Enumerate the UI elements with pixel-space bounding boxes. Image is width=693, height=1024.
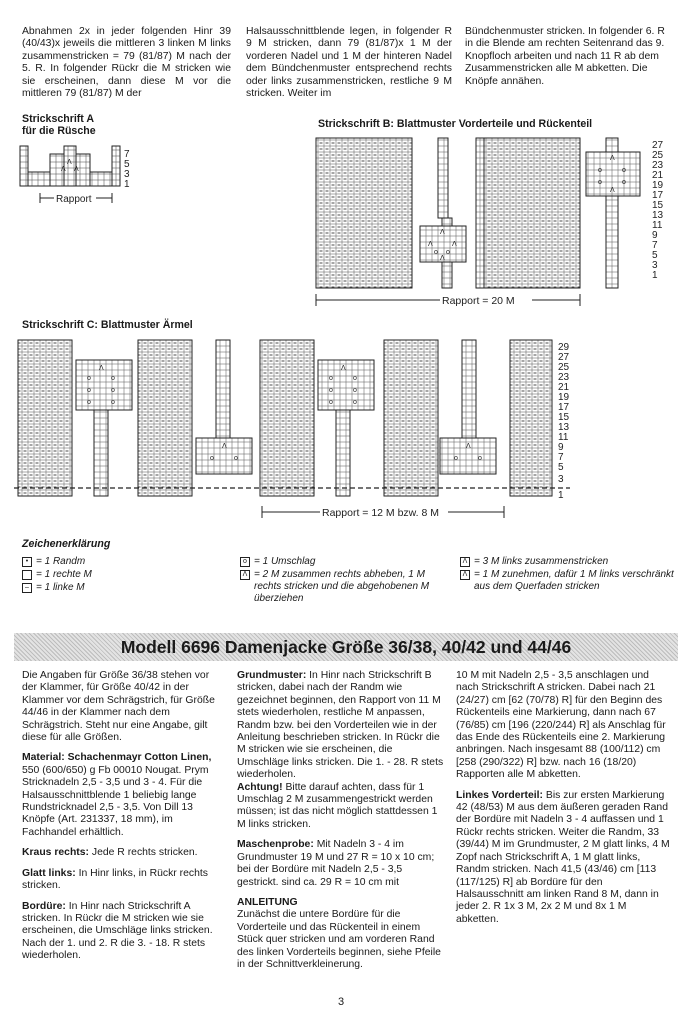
chart-c-title: Strickschrift C: Blattmuster Ärmel xyxy=(22,319,193,331)
svg-text:o: o xyxy=(210,455,214,462)
bordure-text: In Hinr nach Strickschrift A stricken. In Rückr die M stricken wie sie erscheinen, die Umschläge links stricken. Nach der 1. und 2. R die 3. - 18. R stets wiederholen. xyxy=(22,900,213,962)
chart-b-rapport-label: Rapport = 20 M xyxy=(442,295,515,307)
legend-text: = 1 rechte M xyxy=(36,569,92,580)
legend-text: = 1 M zunehmen, dafür 1 M links verschränkt aus dem Querfaden stricken xyxy=(474,569,674,592)
svg-text:Λ: Λ xyxy=(67,159,72,166)
achtung-text: Bitte darauf achten, dass für 1 Umschlag 2 M zusammengestrickt werden müssen; ist das nicht möglich stattdessen 1 M links stricken. xyxy=(237,781,438,830)
glatt-text: In Hinr links, in Rückr rechts stricken. xyxy=(22,867,208,892)
chart-b-row-label: 27 xyxy=(652,140,664,151)
chart-c-row-label: 13 xyxy=(558,422,570,433)
chart-c-row-label: 15 xyxy=(558,412,570,423)
svg-text:o: o xyxy=(87,399,91,406)
chart-a-title xyxy=(22,113,96,137)
legend-item xyxy=(22,582,222,594)
chart-c-row-label: 29 xyxy=(558,342,570,353)
legend-title: Zeichenerklärung xyxy=(22,538,111,550)
linkes-vorderteil-label: Linkes Vorderteil: xyxy=(456,789,543,801)
chart-c-row-label: 21 xyxy=(558,382,570,393)
chart-c-row-label: 23 xyxy=(558,372,570,383)
legend-symbol: Λ xyxy=(460,557,470,567)
legend-symbol: Λ xyxy=(460,570,470,580)
anleitung-text: Zunächst die untere Bordüre für die Vorderteile und das Rückenteil in einem Stück quer stricken und am vorderen Rand des linken Vorderteils beginnen, siehe Pfeile in der Schnittverkleinerung. xyxy=(237,909,441,970)
svg-text:o: o xyxy=(87,375,91,382)
svg-text:o: o xyxy=(329,399,333,406)
sizes-paragraph: Die Angaben für Größe 36/38 stehen vor der Klammer, für Größe 40/42 in der Klammer vor dem Schrägstrich, für Größe 44/46 in der Klammer nach dem Schrägstrich. Steht nur eine Angabe, gilt diese für alle Größen. xyxy=(22,670,215,744)
chart-a-rapport-label: Rapport xyxy=(56,194,92,205)
legend-item xyxy=(22,569,222,581)
main-col1 xyxy=(22,670,226,963)
top-text-col1: Abnahmen 2x in jeder folgenden Hinr 39 (40/43)x jeweils die mittleren 3 linken M links zusammenstricken = 79 (81/87) M nach der 5. R. In folgender Rückr die M stricken wie sie erscheinen, dann diese M vor die mittleren 79 (81/87) M der xyxy=(22,26,231,100)
material-text: 550 (600/650) g Fb 00010 Nougat. Prym Stricknadeln 2,5 - 3,5 und 3 - 4. Für die Halsausschnittblende 1 beliebig lange Rundstricknadel 2,5 - 3,5. Von Dill 13 Knöpfe (Art. 231337, 18 mm), im Fachhandel erhältlich. xyxy=(22,764,209,838)
chart-a-row-label: 1 xyxy=(124,179,130,190)
chart-b-diagram xyxy=(300,134,690,312)
maschenprobe-text: Mit Nadeln 3 - 4 im Grundmuster 19 M und 27 R = 10 x 10 cm; bei der Bordüre mit Nadeln 2,5 - 3,5 gestrickt. sind ca. 29 R = 10 cm mit xyxy=(237,839,435,888)
svg-text:o: o xyxy=(478,455,482,462)
bordure-label: Bordüre: xyxy=(22,900,66,912)
chart-c-diagram xyxy=(10,334,690,524)
kraus-label: Kraus rechts: xyxy=(22,847,89,859)
chart-c-row-label: 9 xyxy=(558,442,564,453)
legend-symbol: • xyxy=(22,557,32,567)
svg-text:o: o xyxy=(622,167,626,174)
svg-text:Λ: Λ xyxy=(222,443,227,450)
glatt-label: Glatt links: xyxy=(22,867,76,879)
legend-col3 xyxy=(460,556,680,594)
chart-a-diagram xyxy=(14,138,154,210)
svg-text:o: o xyxy=(446,249,450,256)
svg-text:Λ: Λ xyxy=(99,365,104,372)
material-label: Material: Schachenmayr Cotton Linen, xyxy=(22,752,212,764)
svg-text:o: o xyxy=(353,399,357,406)
chart-c-row-label: 11 xyxy=(558,432,569,443)
chart-c-rapport-label: Rapport = 12 M bzw. 8 M xyxy=(322,507,440,519)
achtung-label: Achtung! xyxy=(237,781,283,793)
chart-a-row-label: 5 xyxy=(124,159,130,170)
svg-text:Λ: Λ xyxy=(428,241,433,248)
legend-text: = 1 linke M xyxy=(36,582,85,593)
svg-text:o: o xyxy=(353,387,357,394)
chart-b-row-label: 25 xyxy=(652,150,664,161)
svg-text:o: o xyxy=(329,387,333,394)
svg-text:o: o xyxy=(329,375,333,382)
top-text-col3: Bündchenmuster stricken. In folgender 6. R in die Blende am rechten Seitenrand das 9. Knopfloch arbeiten und nach 11 R ab dem Zusammenstricken alle M abketten. Die Knöpfe annähen. xyxy=(465,26,665,87)
legend-item xyxy=(460,556,680,568)
chart-c-row-label: 3 xyxy=(558,474,564,485)
svg-text:Λ: Λ xyxy=(466,443,471,450)
svg-text:o: o xyxy=(111,375,115,382)
chart-a-title-line1: Strickschrift A xyxy=(22,113,95,125)
legend-item xyxy=(22,556,222,568)
chart-c-row-label: 1 xyxy=(558,490,564,501)
model-banner xyxy=(14,633,678,661)
svg-text:Λ: Λ xyxy=(610,187,615,194)
legend-symbol: – xyxy=(22,583,32,593)
linkes-vorderteil-text: Bis zur ersten Markierung 42 (48/53) M aus dem äußeren geraden Rand der Bordüre mit Nadeln 3 - 4 auffassen und 1 Rückr rechts stricken. Weiter die Randm, 33 (39/44) M im Grundmuster, 2 M glatt links, 4 M Zopf nach Strickschrift A, 1 M glatt links, Randm stricken. Nach 41,5 (43/46) cm [113 (117/125) R] ab Bordüre für den Halsausschnitt am linken Rand 8 M, dann in jeder 2. R 1x 3 M, 2x 2 M und 8x 1 M abketten. xyxy=(456,789,670,925)
top-text-col2: Halsausschnittblende legen, in folgender R 9 M stricken, dann 79 (81/87)x 1 M der vorderen Nadel und 1 M der hinteren Nadel dem Bündchenmuster entsprechend rechts oder links zusammenstricken, restliche 9 M stricken. Weiter im xyxy=(246,26,452,100)
main-col3 xyxy=(456,670,670,926)
chart-b-row-label: 11 xyxy=(652,220,663,231)
chart-b-row-label: 21 xyxy=(652,170,664,181)
kraus-text: Jede R rechts stricken. xyxy=(91,847,198,859)
svg-text:o: o xyxy=(598,179,602,186)
legend-text: = 1 Umschlag xyxy=(254,556,316,567)
chart-b-row-label: 3 xyxy=(652,260,658,271)
svg-text:o: o xyxy=(353,375,357,382)
chart-b-row-label: 15 xyxy=(652,200,664,211)
grundmuster-label: Grundmuster: xyxy=(237,670,307,681)
chart-c-row-label: 19 xyxy=(558,392,570,403)
chart-c-row-label: 17 xyxy=(558,402,570,413)
legend-item xyxy=(240,569,450,605)
svg-text:o: o xyxy=(234,455,238,462)
chart-b-row-label: 13 xyxy=(652,210,664,221)
chart-b-row-label: 19 xyxy=(652,180,664,191)
chart-c-row-label: 27 xyxy=(558,352,570,363)
maschenprobe-label: Maschenprobe: xyxy=(237,839,314,851)
svg-text:o: o xyxy=(598,167,602,174)
chart-a-row-label: 7 xyxy=(124,149,130,160)
legend-col1 xyxy=(22,556,222,595)
svg-text:Λ: Λ xyxy=(440,229,445,236)
svg-text:Λ: Λ xyxy=(61,166,66,173)
chart-b-row-label: 1 xyxy=(652,270,658,281)
legend-item xyxy=(460,569,680,593)
chart-a-row-label: 3 xyxy=(124,169,130,180)
svg-text:Λ: Λ xyxy=(610,155,615,162)
legend-text: = 2 M zusammen rechts abheben, 1 M rechts stricken und die abgehobenen M überziehen xyxy=(254,569,430,604)
svg-text:o: o xyxy=(622,179,626,186)
svg-text:Λ: Λ xyxy=(74,166,79,173)
chart-b-title: Strickschrift B: Blattmuster Vorderteile und Rückenteil xyxy=(318,118,593,130)
legend-symbol xyxy=(22,570,32,580)
chart-c-row-label: 25 xyxy=(558,362,570,373)
svg-text:o: o xyxy=(434,249,438,256)
anleitung-heading: ANLEITUNG xyxy=(237,896,298,908)
chart-c-row-label: 7 xyxy=(558,452,564,463)
svg-text:o: o xyxy=(87,387,91,394)
svg-text:Λ: Λ xyxy=(341,365,346,372)
chart-c-row-label: 5 xyxy=(558,462,564,473)
chart-b-row-label: 17 xyxy=(652,190,664,201)
legend-symbol: Λ xyxy=(240,570,250,580)
legend-text: = 3 M links zusammenstricken xyxy=(474,556,609,567)
legend-col2 xyxy=(240,556,450,606)
svg-text:o: o xyxy=(111,399,115,406)
legend-text: = 1 Randm xyxy=(36,556,86,567)
main-col2 xyxy=(237,670,445,971)
bordure-continuation: 10 M mit Nadeln 2,5 - 3,5 anschlagen und nach Strickschrift A stricken. Dabei nach 21 (24/27) cm [62 (70/78) R] für den Beginn des Rückenteils eine Markierung, dann nach 67 (76/85) cm [196 (220/244) R] als Anschlag für das Ende des Rückenteils eine 2. Markierung anbringen. Nach insgesamt 88 (100/112) cm [258 (290/322) R] bzw. nach 16 (18/20) Rapporten alle M abketten. xyxy=(456,670,666,781)
svg-text:Λ: Λ xyxy=(440,255,445,262)
legend-item xyxy=(240,556,450,568)
chart-b-row-label: 9 xyxy=(652,230,658,241)
svg-text:o: o xyxy=(454,455,458,462)
page-number: 3 xyxy=(338,996,345,1008)
chart-b-row-label: 23 xyxy=(652,160,664,171)
legend-symbol: o xyxy=(240,557,250,567)
chart-b-row-label: 5 xyxy=(652,250,658,261)
svg-text:o: o xyxy=(111,387,115,394)
svg-text:Λ: Λ xyxy=(452,241,457,248)
grundmuster-text: In Hinr nach Strickschrift B stricken, dabei nach der Randm wie gezeichnet beginnen, den Rapport von 11 M stets wiederholen, restliche M anpassen, Randm bzw. bei den Vorderteilen wie in der Anleitung beschrieben stricken. In Rückr die M stricken wie sie erscheinen, die Umschläge links stricken. Die 1. - 28. R stets wiederholen. xyxy=(237,670,444,781)
model-title: Modell 6696 Damenjacke Größe 36/38, 40/42 und 44/46 xyxy=(120,637,572,657)
chart-b-row-label: 7 xyxy=(652,240,658,251)
chart-a-title-line2: für die Rüsche xyxy=(22,125,96,137)
